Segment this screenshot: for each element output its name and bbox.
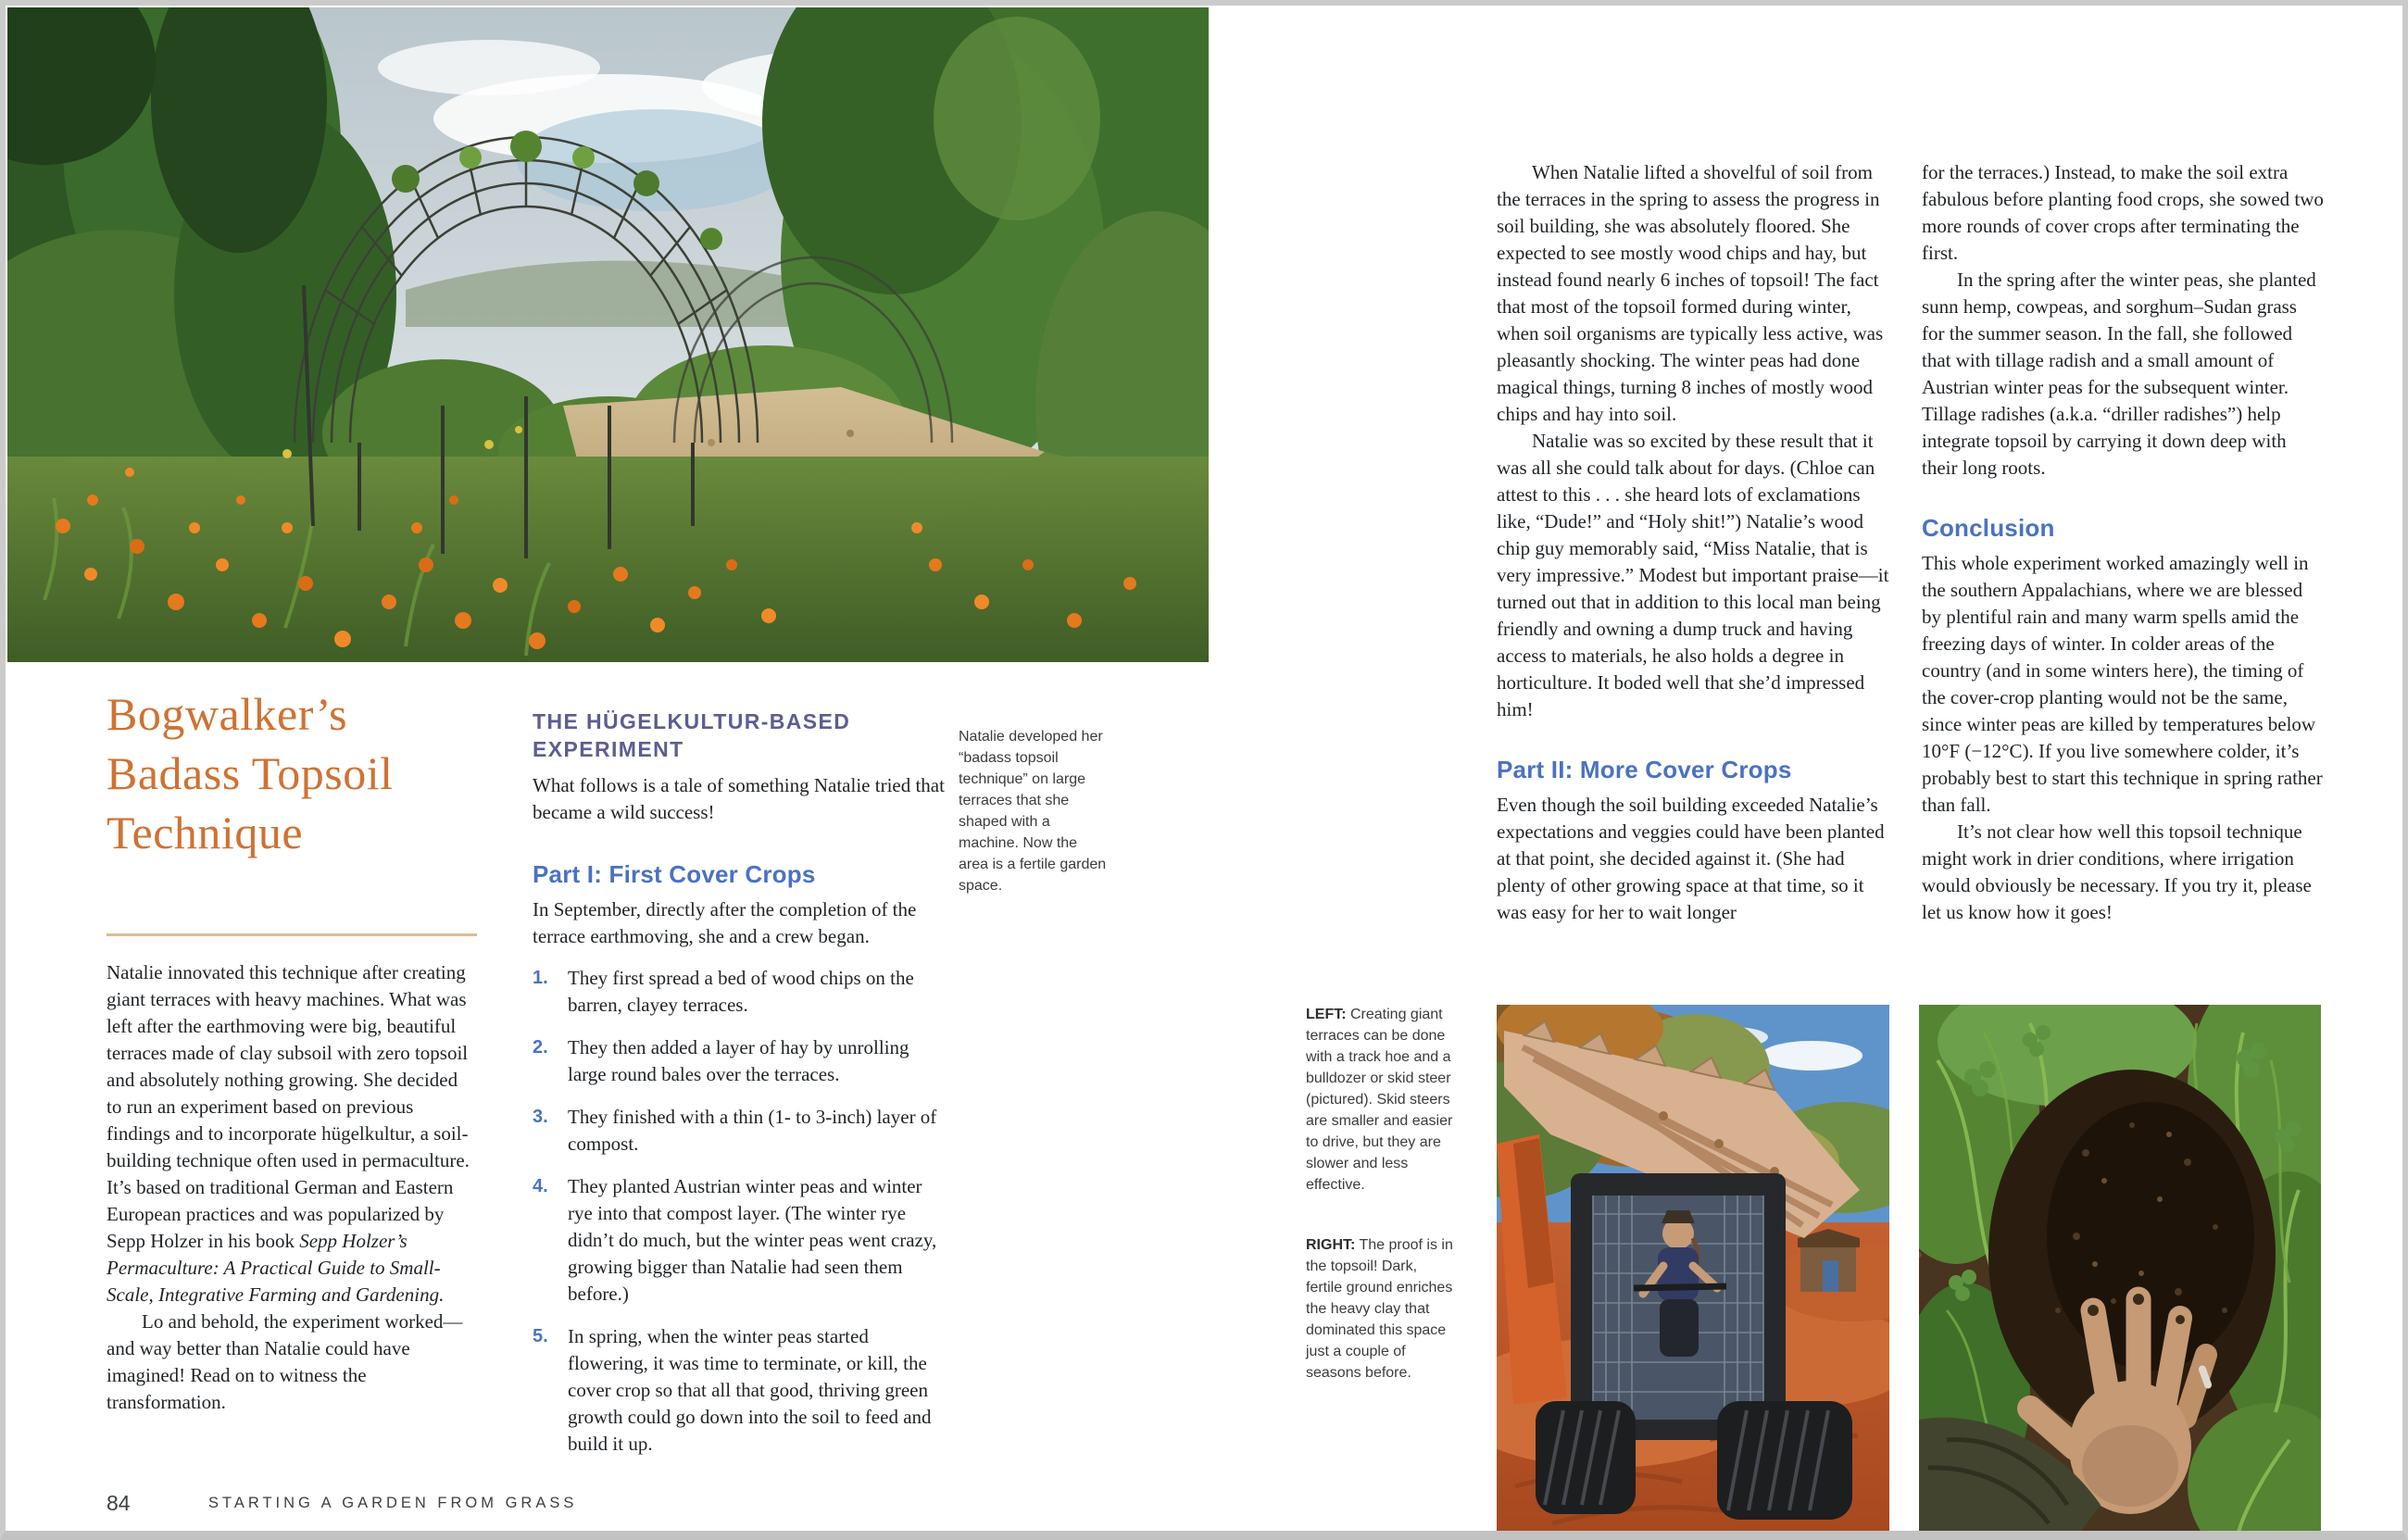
running-title: STARTING A GARDEN FROM GRASS	[208, 1495, 578, 1511]
step-text: They finished with a thin (1- to 3-inch) layer of compost.	[568, 1106, 937, 1155]
step-text: They then added a layer of hay by unrolling large round bales over the terraces.	[568, 1036, 909, 1085]
chapter-title-line3: Technique	[107, 807, 304, 858]
skid-steer-illustration	[1497, 1005, 1889, 1534]
step-number: 2.	[533, 1037, 548, 1058]
intro-paragraph-1-regular: Natalie innovated this technique after creating giant terraces with heavy machines. What was left after the earthmoving were big, beautiful terraces made of clay subsoil with zero topsoil and absolutely nothing growing. She decided to run an experiment based on previous findings and to incorporate hügelkultur, a soil-building technique often used in permaculture. It’s based on traditional German and Eastern European practices and was popularized by Sepp Holzer in his book	[107, 961, 470, 1252]
part2-paragraph-3: In the spring after the winter peas, she planted sunn hemp, cowpeas, and sorghum–Sudan grass for the summer season. In the fall, she followed that with tillage radish and a small amount of Austrian winter peas for the subsequent winter. Tillage radishes (a.k.a. “driller radishes”) help integrate topsoil by carrying it down deep with their long roots.	[1922, 269, 2316, 479]
chapter-intro	[107, 959, 477, 1416]
skid-steer-photo	[1497, 1005, 1889, 1534]
part1-intro: In September, directly after the completion of the terrace earthmoving, she and a crew began.	[533, 898, 917, 947]
caption-right-label: RIGHT:	[1306, 1237, 1356, 1253]
conclusion-paragraph-2: It’s not clear how well this topsoil technique might work in drier conditions, where irrigation would obviously be necessary. If you try it, please let us know how it goes!	[1922, 820, 2312, 923]
garden-arch-illustration	[7, 7, 1209, 662]
step-number: 3.	[533, 1107, 548, 1127]
chapter-title-line1: Bogwalker’s	[107, 688, 348, 740]
step-text: They planted Austrian winter peas and winter rye into that compost layer. (The winter rye didn’t do much, but the winter peas went crazy, growing bigger than Natalie had seen them before.)	[568, 1175, 937, 1305]
step-text: In spring, when the winter peas started flowering, it was time to terminate, or kill, the cover crop so that all that good, thriving green growth could go down into the soil to feed and build it up.	[568, 1325, 932, 1455]
experiment-column	[533, 707, 947, 1473]
list-item	[533, 1173, 947, 1308]
conclusion-heading: Conclusion	[1922, 514, 2055, 542]
book-title-italic: Sepp Holzer’s Permaculture: A Practical Guide to Small-Scale, Integrative Farming and Gardening.	[107, 1230, 445, 1306]
bottom-photo-captions	[1306, 1004, 1456, 1422]
part2-paragraph-1: Even though the soil building exceeded Natalie’s expectations and veggies could have been planted at that point, she decided against it. (She had plenty of other growing space at that time, so it was easy for her to wait longer	[1497, 794, 1885, 923]
hero-garden-photo	[7, 7, 1209, 662]
conclusion-paragraph-1: This whole experiment worked amazingly well in the southern Appalachians, where we are blessed by plentiful rain and many warm spells amid the freezing days of winter. In colder areas of the country (and in some winters here), the timing of the cover-crop planting would not be the same, since winter peas are killed by temperatures below 10°F (−12°C). If you live somewhere colder, it’s probably best to start this technique in spring rather than fall.	[1922, 552, 2323, 816]
results-paragraph-1: When Natalie lifted a shovelful of soil from the terraces in the spring to assess the progress in soil building, she was absolutely floored. She expected to see mostly wood chips and hay, but instead found nearly 6 inches of topsoil! The fact that most of the topsoil formed during winter, when soil organisms are typically less active, was pleasantly shocking. The winter peas had done magical things, turning 8 inches of mostly wood chips and hay into soil.	[1497, 161, 1884, 425]
list-item	[533, 1034, 947, 1088]
topsoil-hand-photo	[1919, 1005, 2321, 1534]
caption-right-text: The proof is in the topsoil! Dark, fertile ground enriches the heavy clay that dominated this space just a couple of seasons before.	[1306, 1237, 1453, 1381]
caption-left-photo	[1306, 1004, 1456, 1196]
right-page-column-1	[1497, 159, 1895, 926]
step-number: 4.	[533, 1176, 548, 1196]
page-number: 84	[107, 1491, 131, 1515]
step-number: 1.	[533, 968, 548, 988]
right-page-column-2	[1922, 159, 2324, 926]
list-item	[533, 965, 947, 1019]
hero-photo-caption: Natalie developed her “badass topsoil technique” on large terraces that she shaped with a machine. Now the area is a fertile garden space.	[959, 729, 1107, 894]
intro-paragraph-2: Lo and behold, the experiment worked—and way better than Natalie could have imagined! Read on to witness the transformation.	[107, 1310, 463, 1413]
caption-left-label: LEFT:	[1306, 1007, 1347, 1022]
part1-heading: Part I: First Cover Crops	[533, 860, 816, 888]
list-item	[533, 1104, 947, 1158]
part2-heading: Part II: More Cover Crops	[1497, 756, 1792, 783]
section-lead: What follows is a tale of something Natalie tried that became a wild success!	[533, 774, 945, 823]
part2-paragraph-2: for the terraces.) Instead, to make the soil extra fabulous before planting food crops, she sowed two more rounds of cover crops after terminating the first.	[1922, 161, 2324, 264]
chapter-title-line2: Badass Topsoil	[107, 747, 394, 799]
list-item	[533, 1323, 947, 1458]
results-paragraph-2: Natalie was so excited by these result that it was all she could talk about for days. (Chloe can attest to this . . . she heard lots of exclamations like, “Dude!” and “Holy shit!”) Natalie’s wood chip guy memorably said, “Miss Natalie, that is very impressive.” Modest but important praise—it turned out that in addition to this local man being friendly and owning a dump truck and having access to materials, he also holds a degree in horticulture. It boded well that she’d impressed him!	[1497, 430, 1889, 720]
caption-right-photo	[1306, 1234, 1456, 1383]
step-text: They first spread a bed of wood chips on the barren, clayey terraces.	[568, 967, 914, 1016]
steps-list	[533, 965, 947, 1458]
caption-left-text: Creating giant terraces can be done with a track hoe and a bulldozer or skid steer (pictured). Skid steers are smaller and easier to drive, but they are slower and less effective.	[1306, 1007, 1453, 1193]
topsoil-hand-illustration	[1919, 1005, 2321, 1534]
intro-paragraph-1	[107, 959, 477, 1308]
title-divider-rule	[107, 933, 477, 936]
step-number: 5.	[533, 1326, 548, 1346]
section-heading: THE HÜGELKULTUR-BASED EXPERIMENT	[533, 709, 851, 761]
chapter-title	[107, 684, 505, 862]
